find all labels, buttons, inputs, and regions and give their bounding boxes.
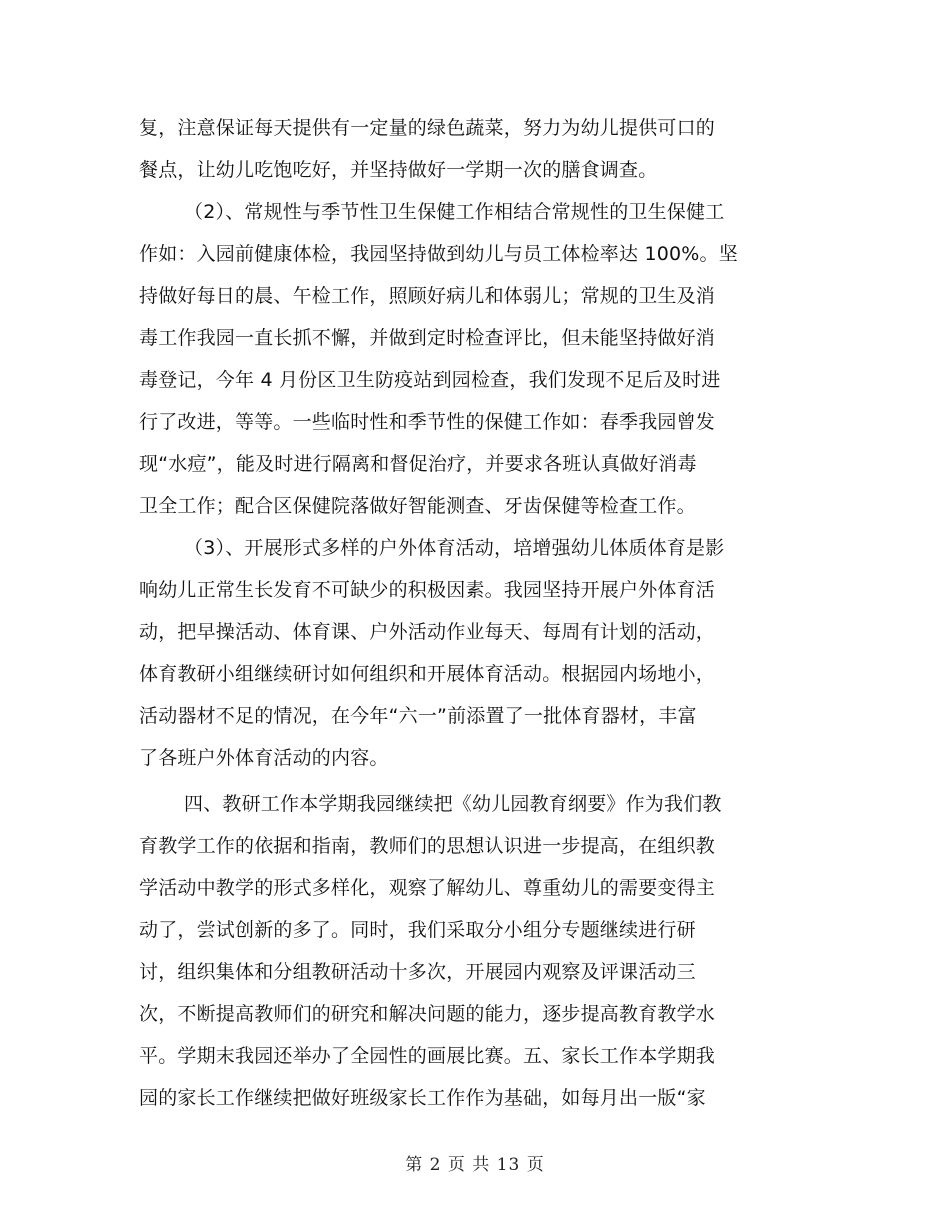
body-text-line: 次，不断提高教师们的研究和解决问题的能力，逐步提高教育教学水 (139, 1003, 716, 1025)
body-text-line: 学活动中教学的形式多样化，观察了解幼儿、尊重幼儿的需要变得主 (139, 877, 716, 899)
body-text-line: 作如：入园前健康体检，我园坚持做到幼儿与员工体检率达 100%。坚 (139, 243, 738, 265)
body-text-line: 毒工作我园一直长抓不懈，并做到定时检查评比，但未能坚持做好消 (139, 327, 716, 349)
body-text-line: 复，注意保证每天提供有一定量的绿色蔬菜，努力为幼儿提供可口的 (139, 117, 716, 139)
body-text-line: 现“水痘”，能及时进行隔离和督促治疗，并要求各班认真做好消毒 (139, 453, 697, 475)
body-text-line: 卫全工作；配合区保健院落做好智能测查、牙齿保健等检查工作。 (139, 495, 696, 517)
body-text-line: 动，把早操活动、体育课、户外活动作业每天、每周有计划的活动， (139, 621, 716, 643)
body-text-line: 育教学工作的依据和指南，教师们的思想认识进一步提高，在组织教 (139, 835, 716, 857)
body-text-line: 毒登记，今年 4 月份区卫生防疫站到园检查，我们发现不足后及时进 (139, 369, 721, 391)
page-number-footer: 第 2 页 共 13 页 (405, 1155, 545, 1175)
body-text-line: 响幼儿正常生长发育不可缺少的积极因素。我园坚持开展户外体育活 (139, 579, 716, 601)
body-text-line: 餐点，让幼儿吃饱吃好，并坚持做好一学期一次的膳食调查。 (139, 159, 658, 181)
body-text-line: 持做好每日的晨、午检工作，照顾好病儿和体弱儿；常规的卫生及消 (139, 285, 716, 307)
body-text-line: 了各班户外体育活动的内容。 (139, 747, 389, 769)
body-text-line: （2）、常规性与季节性卫生保健工作相结合常规性的卫生保健工 (184, 201, 725, 223)
body-text-line: 四、教研工作本学期我园继续把《幼儿园教育纲要》作为我们教 (184, 793, 722, 815)
body-text-line: （3）、开展形式多样的户外体育活动，培增强幼儿体质体育是影 (184, 537, 725, 559)
body-text-line: 园的家长工作继续把做好班级家长工作作为基础，如每月出一版“家 (139, 1087, 706, 1109)
body-text-line: 动了，尝试创新的多了。同时，我们采取分小组分专题继续进行研 (139, 919, 696, 941)
body-text-line: 讨，组织集体和分组教研活动十多次，开展园内观察及评课活动三 (139, 961, 696, 983)
body-text-line: 行了改进，等等。一些临时性和季节性的保健工作如：春季我园曾发 (139, 411, 716, 433)
body-text-line: 活动器材不足的情况，在今年“六一”前添置了一批体育器材，丰富 (139, 705, 697, 727)
body-text-line: 平。学期末我园还举办了全园性的画展比赛。五、家长工作本学期我 (139, 1045, 716, 1067)
body-text-line: 体育教研小组继续研讨如何组织和开展体育活动。根据园内场地小， (139, 663, 716, 685)
